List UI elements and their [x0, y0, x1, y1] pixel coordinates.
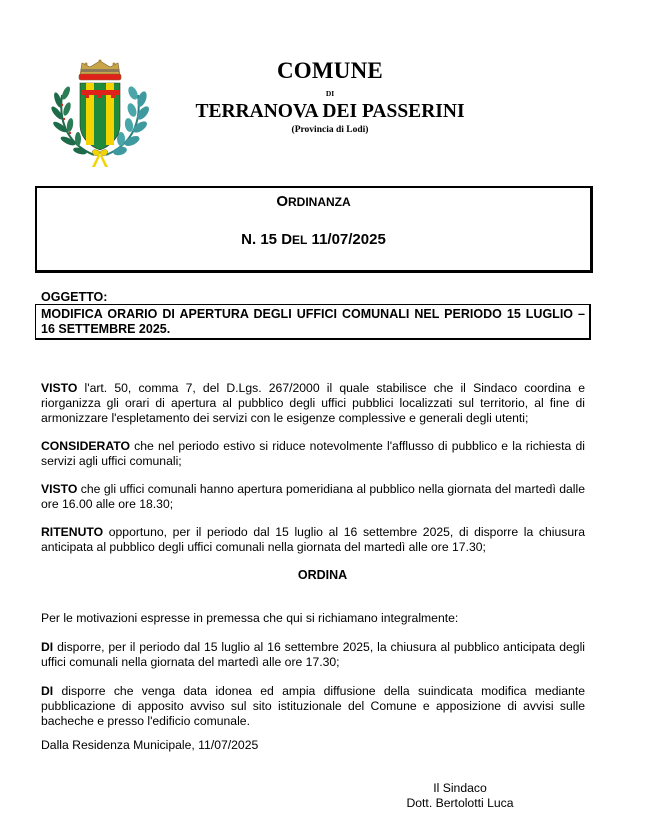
ordinanza-date: 11/07/2025	[307, 231, 386, 248]
place-date-line: Dalla Residenza Municipale, 11/07/2025	[41, 738, 259, 752]
header-di: DI	[325, 89, 335, 98]
coat-of-arms-icon	[50, 55, 150, 170]
paragraph-ritenuto	[41, 525, 585, 555]
paragraph-lead: VISTO	[41, 482, 78, 496]
header-comune: COMUNE	[277, 58, 383, 83]
crown-icon	[79, 60, 121, 81]
signature-role: Il Sindaco	[433, 781, 487, 795]
ordinanza-title	[37, 193, 590, 210]
header-town-name: TERRANOVA DEI PASSERINI	[195, 101, 465, 122]
ordinanza-box	[35, 186, 593, 273]
signature-name: Dott. Bertolotti Luca	[406, 796, 514, 810]
paragraph-di-1	[41, 640, 585, 670]
paragraph-text: che gli uffici comunali hanno apertura pomeridiana al pubblico nella giornata del martedì dalle ore 16.00 alle ore 18.30;	[41, 482, 585, 511]
paragraph-lead: CONSIDERATO	[41, 439, 130, 453]
ordinanza-del-rest: EL	[292, 233, 308, 247]
paragraph-di-2	[41, 684, 585, 729]
paragraph-lead: RITENUTO	[41, 525, 104, 539]
paragraph-visto-1	[41, 381, 585, 426]
ordinanza-title-initial: O	[276, 193, 288, 210]
oggetto-label: OGGETTO:	[41, 290, 108, 304]
paragraph-motivazioni	[41, 611, 585, 626]
paragraph-text: Per le motivazioni espresse in premessa che qui si richiamano integralmente:	[41, 611, 459, 625]
paragraph-text: che nel periodo estivo si riduce notevolmente l'afflusso di pubblico e la richiesta di servizi agli uffici comunali;	[41, 439, 585, 468]
paragraph-lead: DI	[41, 640, 54, 654]
paragraph-text: l'art. 50, comma 7, del D.Lgs. 267/2000 il quale stabilisce che il Sindaco coordina e riorganizza gli orari di apertura al pubblico degli uffici pubblici localizzati sul territorio, al fine di armonizzare l'espletamento dei servizi con le esigenze complessive e generali degli utenti;	[41, 381, 585, 425]
paragraph-lead: DI	[41, 684, 54, 698]
paragraph-text: disporre che venga data idonea ed ampia diffusione della suindicata modifica mediante pubblicazione di apposito avviso sul sito istituzionale del Comune e apposizione di avvisi sulle bacheche e presso l'edificio comunale.	[41, 684, 585, 728]
paragraph-text: disporre, per il periodo dal 15 luglio al 16 settembre 2025, la chiusura al pubblico anticipata degli uffici comunali nella giornata del martedì alle ore 17.30;	[41, 640, 585, 669]
header-provincia: (Provincia di Lodi)	[291, 125, 369, 135]
oggetto-text: MODIFICA ORARIO DI APERTURA DEGLI UFFICI COMUNALI NEL PERIODO 15 LUGLIO – 16 SETTEMBRE 2025.	[41, 307, 585, 336]
oggetto-box	[35, 304, 591, 340]
paragraph-considerato	[41, 439, 585, 469]
ordinanza-title-rest: RDINANZA	[288, 195, 351, 209]
paragraph-text: opportuno, per il periodo dal 15 luglio al 16 settembre 2025, di disporre la chiusura anticipata al pubblico degli uffici comunali nella giornata del martedì alle ore 17.30;	[41, 525, 585, 554]
paragraph-lead: VISTO	[41, 381, 78, 395]
ribbon-icon	[92, 150, 108, 167]
shield-icon	[80, 83, 120, 150]
paragraph-visto-2	[41, 482, 585, 512]
coat-of-arms-graphic	[50, 55, 150, 170]
ordinanza-del-initial: D	[281, 231, 293, 248]
ordinanza-number	[37, 231, 590, 248]
ordinanza-number-prefix: N. 15	[241, 231, 282, 248]
ordina-heading: ORDINA	[297, 568, 348, 582]
